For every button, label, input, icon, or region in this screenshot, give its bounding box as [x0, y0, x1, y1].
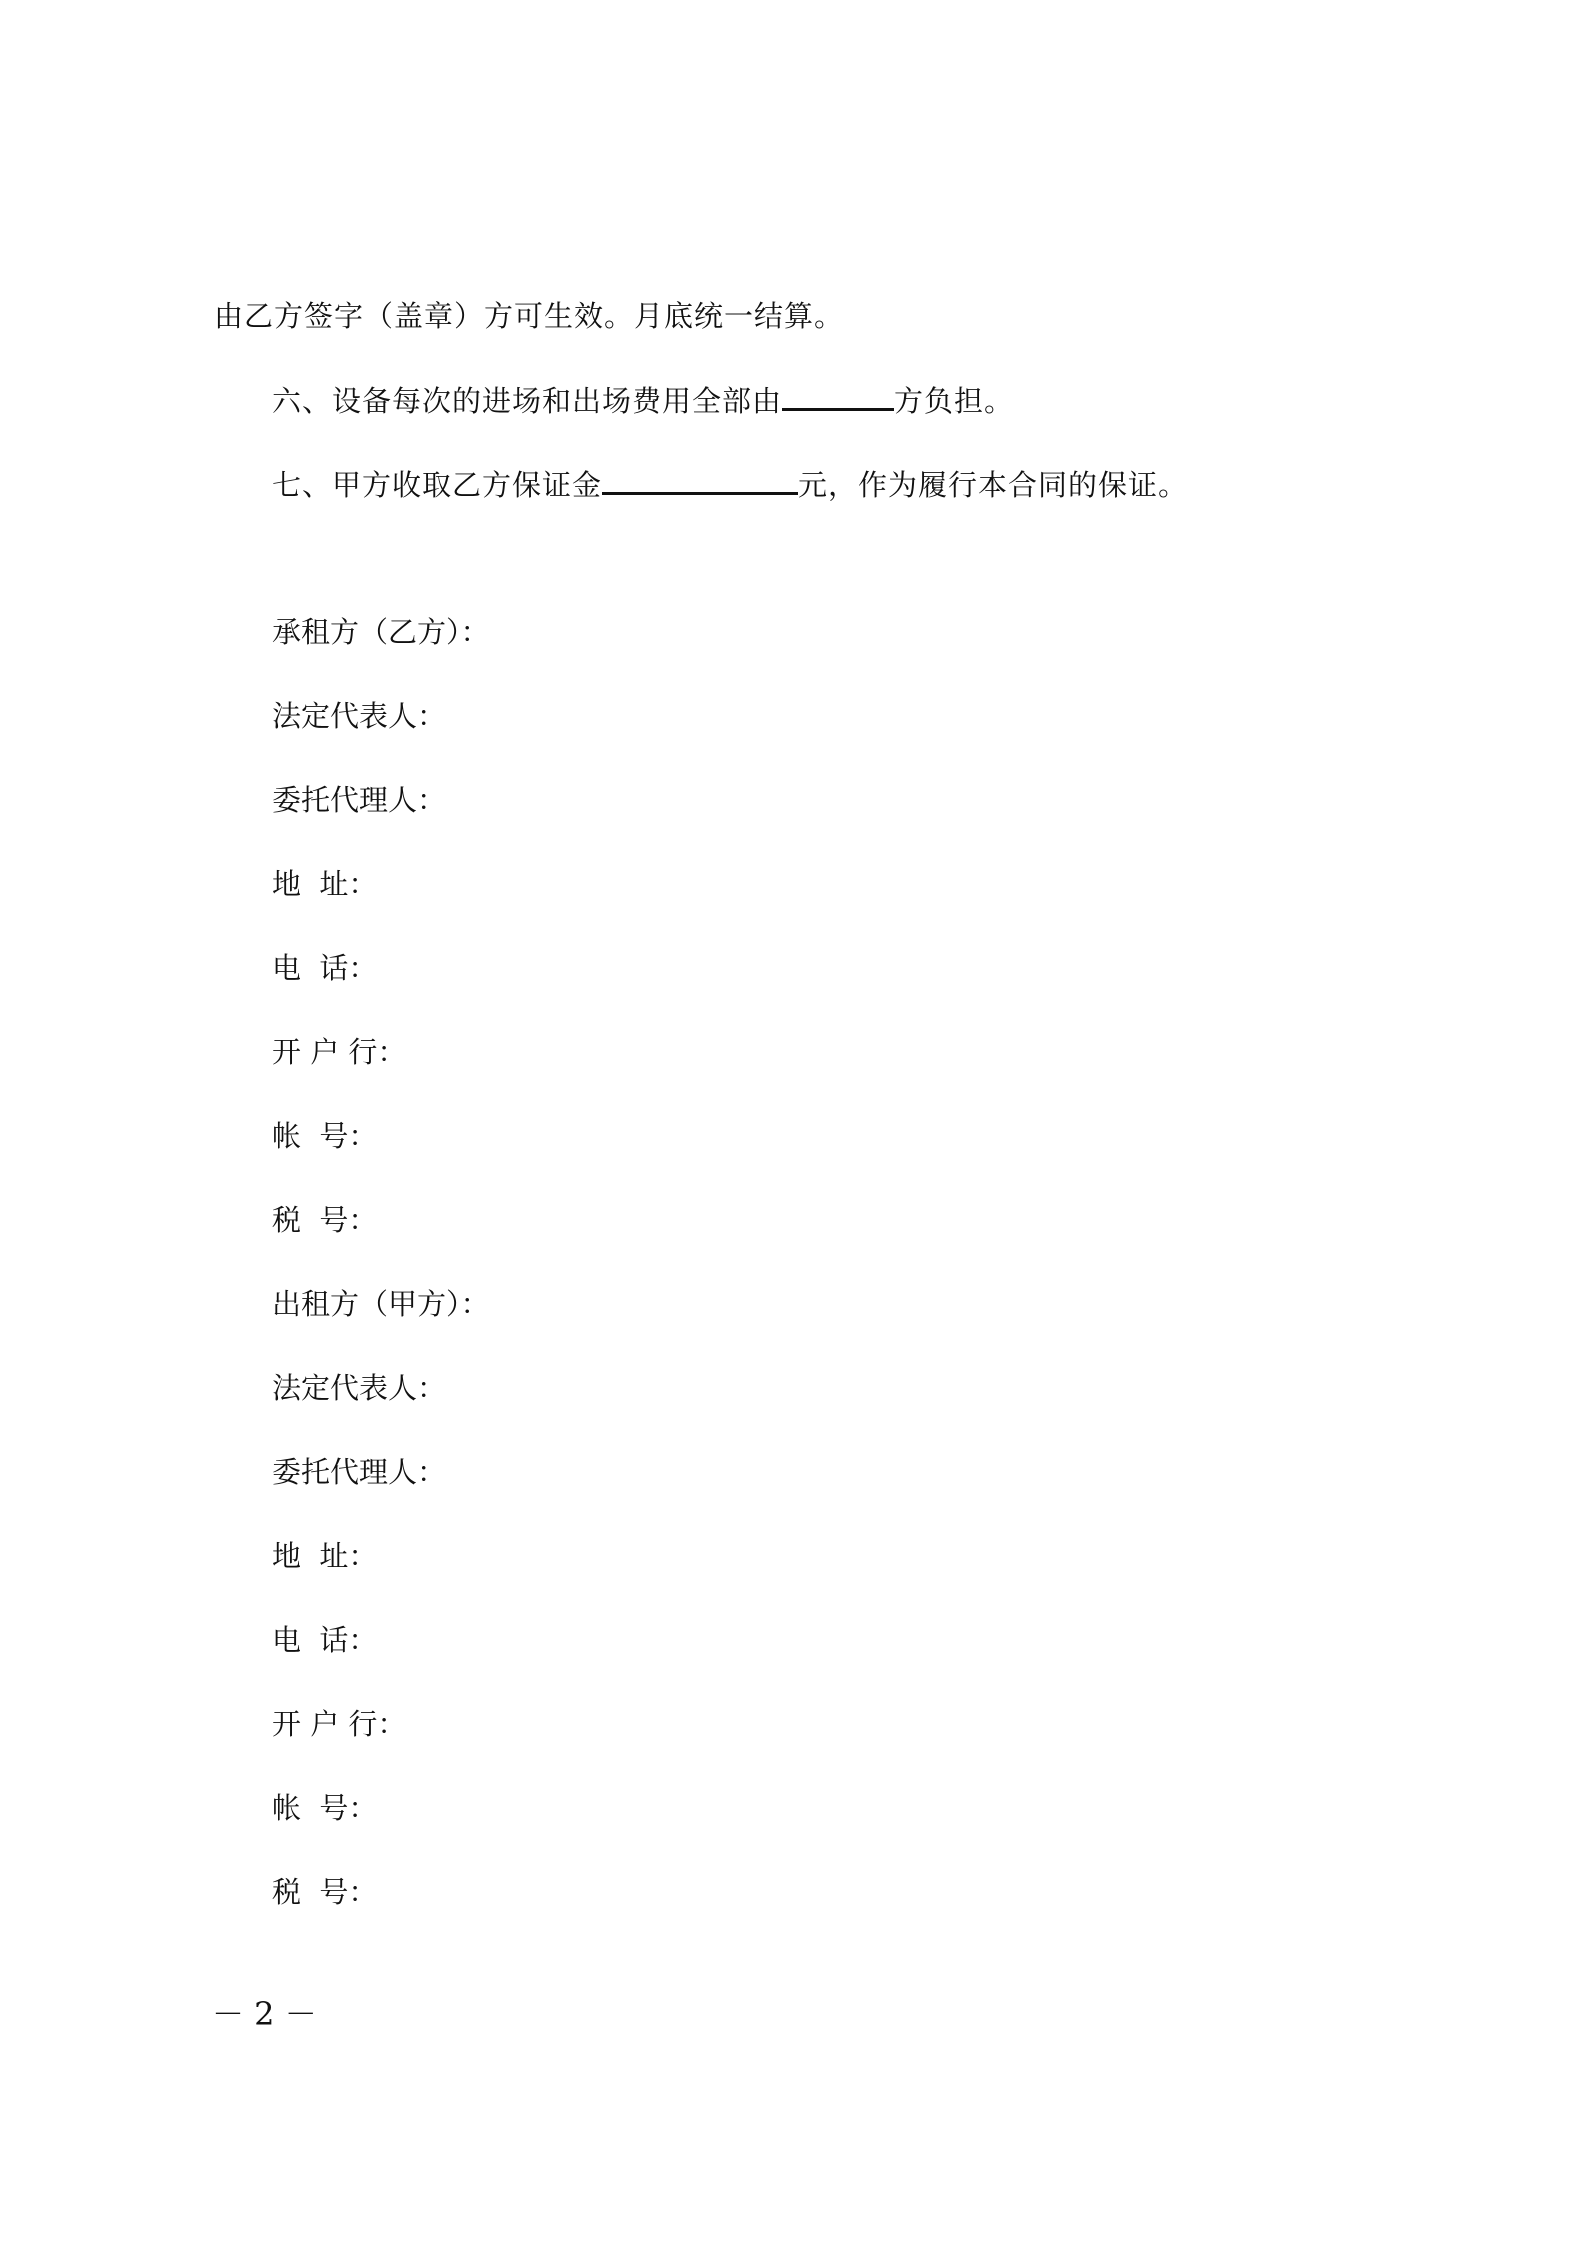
lessee-legal-rep: 法定代表人：	[272, 699, 447, 733]
lessor-address: 地 址：	[272, 1539, 378, 1573]
clause-continuation: 由乙方签字（盖章）方可生效。月底统一结算。	[214, 299, 845, 333]
clause-6-text-after: 方负担。	[894, 384, 1015, 418]
lessor-phone: 电 话：	[272, 1623, 378, 1657]
lessor-tax-id: 税 号：	[272, 1875, 378, 1909]
clause-6	[272, 380, 1014, 421]
clause-7-blank	[602, 464, 798, 495]
lessee-bank: 开 户 行：	[272, 1035, 407, 1069]
clause-6-blank	[782, 380, 894, 411]
page-number: － 2 －	[212, 1995, 317, 2033]
clause-7-text-before: 七、甲方收取乙方保证金	[272, 468, 603, 502]
lessor-account: 帐 号：	[272, 1791, 378, 1825]
lessee-tax-id: 税 号：	[272, 1203, 378, 1237]
lessee-address: 地 址：	[272, 867, 378, 901]
lessor-legal-rep: 法定代表人：	[272, 1371, 447, 1405]
lessor-title: 出租方（甲方）：	[272, 1287, 490, 1321]
lessee-account: 帐 号：	[272, 1119, 378, 1153]
lessor-agent: 委托代理人：	[272, 1455, 447, 1489]
lessee-title: 承租方（乙方）：	[272, 615, 490, 649]
clause-7-text-after: 元，作为履行本合同的保证。	[798, 468, 1189, 502]
clause-7	[272, 464, 1188, 505]
lessee-phone: 电 话：	[272, 951, 378, 985]
clause-6-text-before: 六、设备每次的进场和出场费用全部由	[272, 384, 783, 418]
lessor-bank: 开 户 行：	[272, 1707, 407, 1741]
lessee-agent: 委托代理人：	[272, 783, 447, 817]
